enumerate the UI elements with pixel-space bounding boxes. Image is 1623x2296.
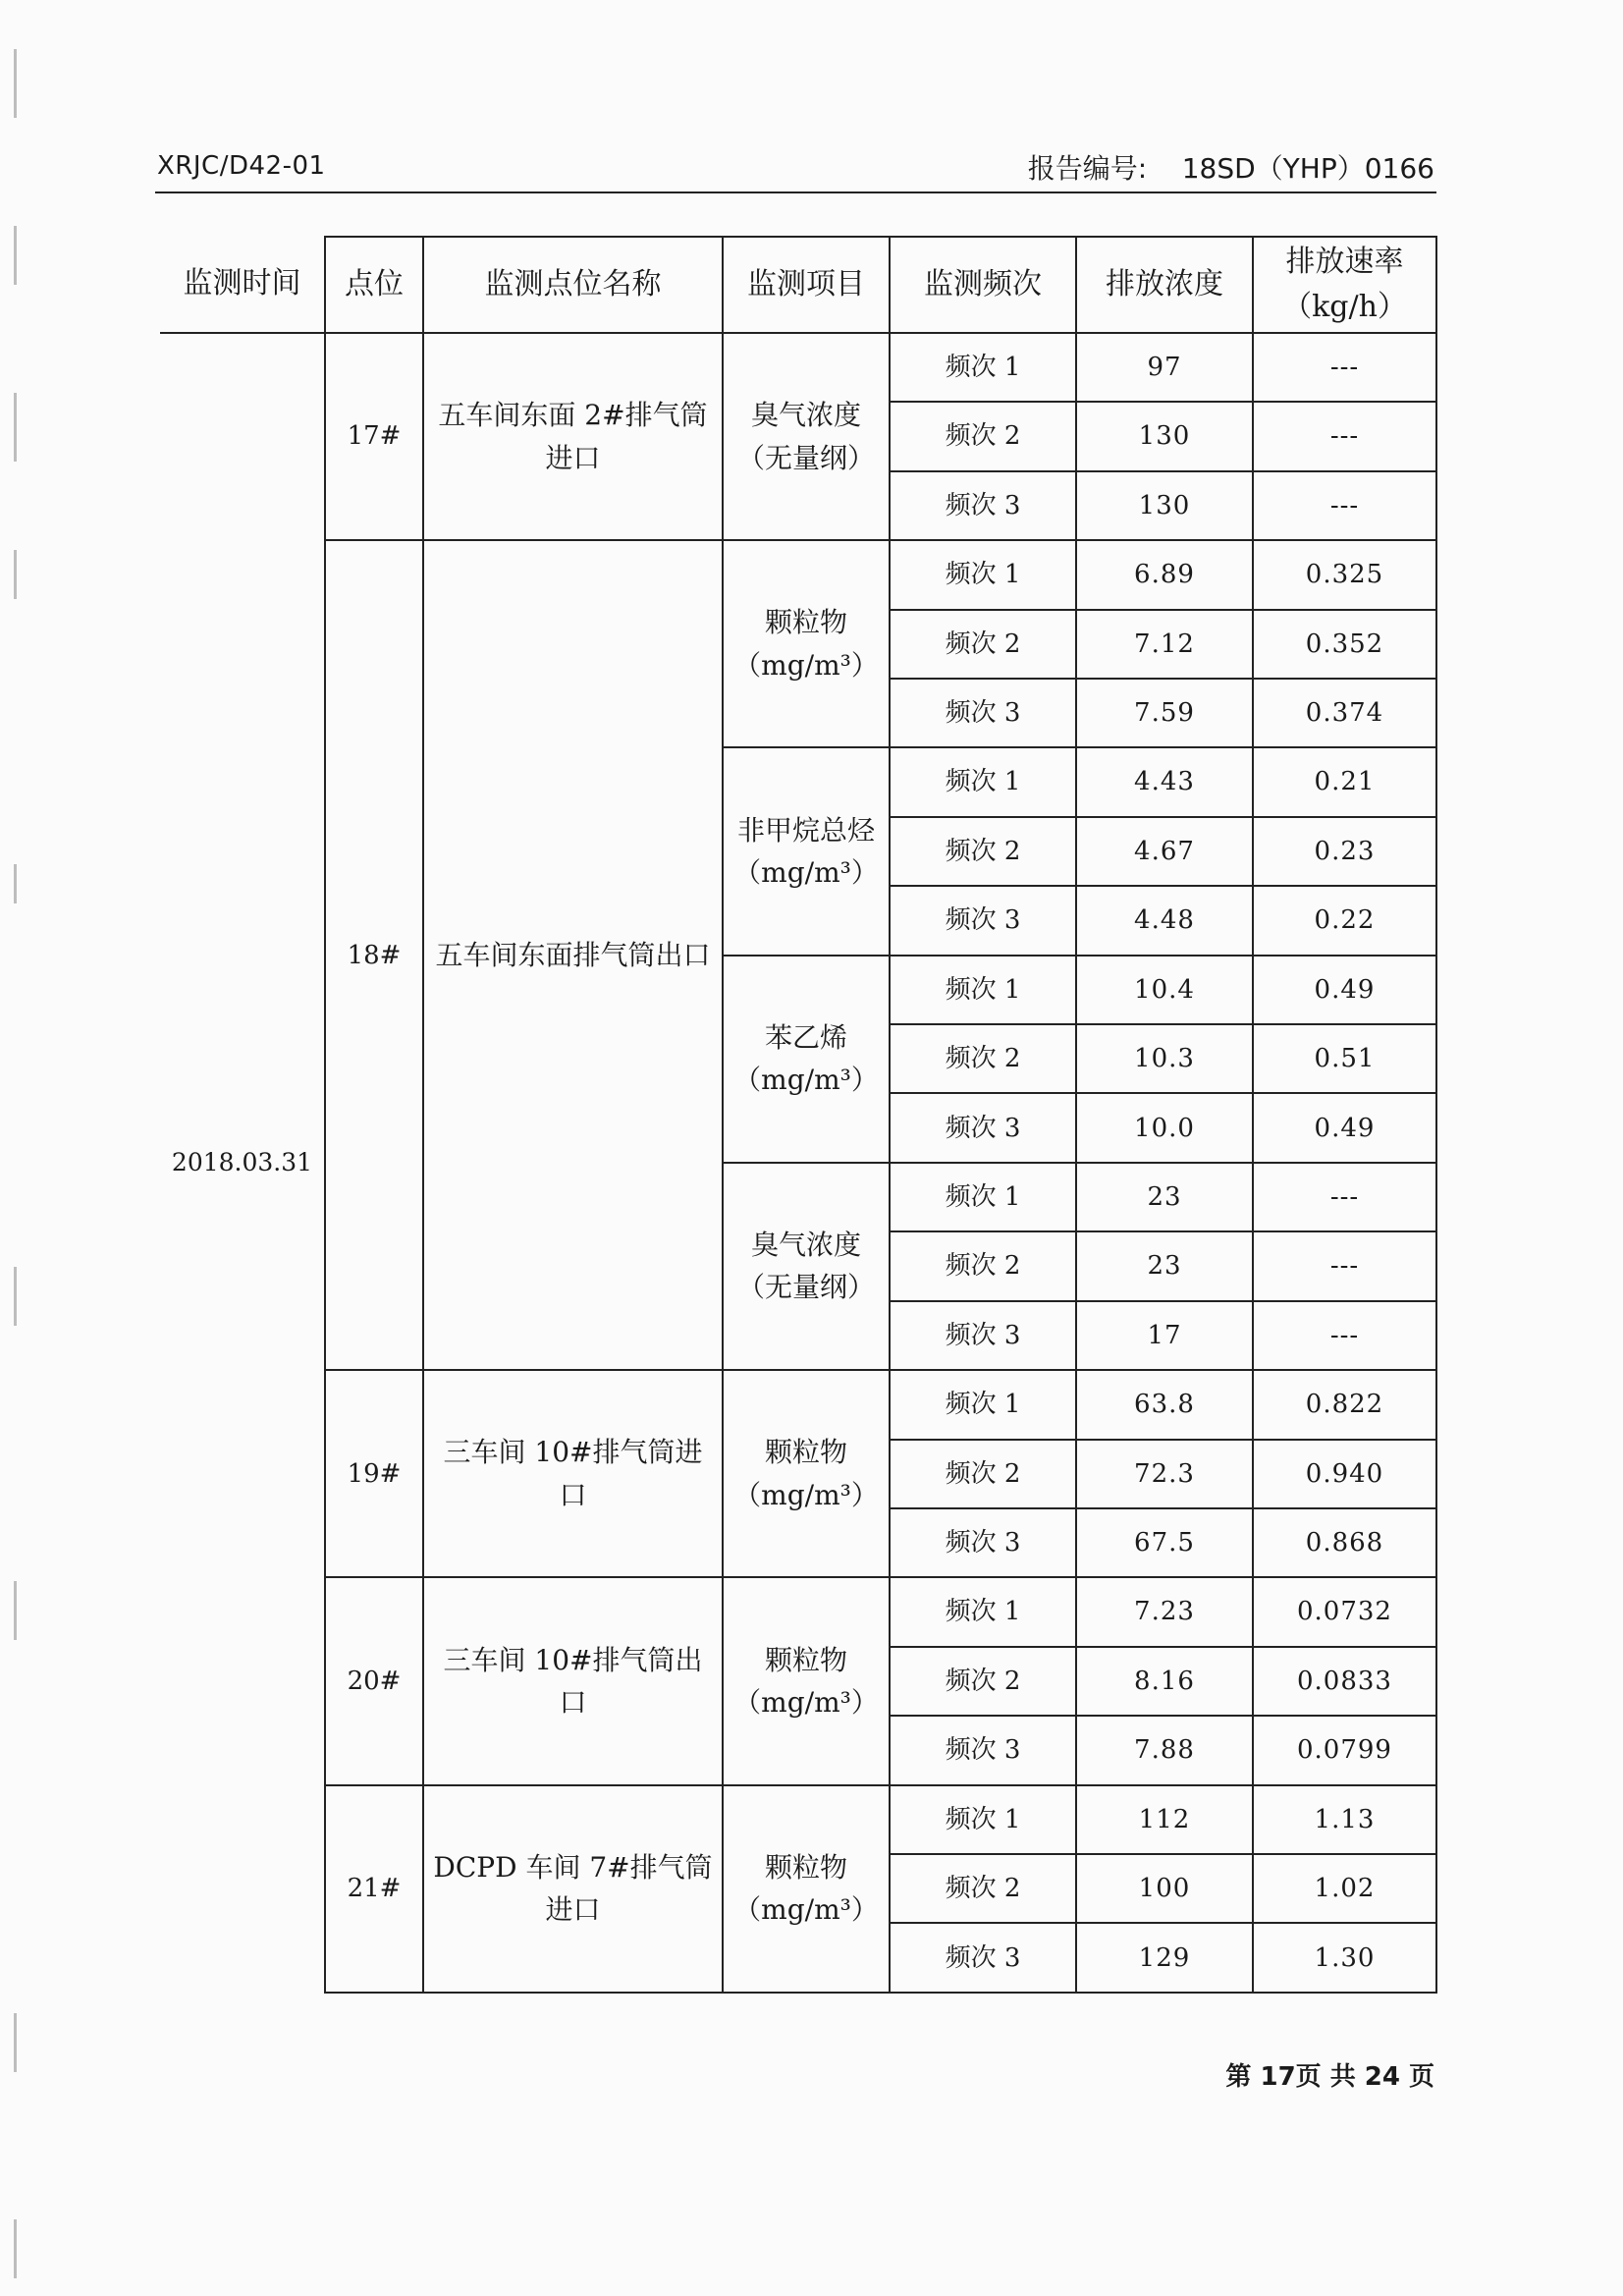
emission-rate: --- xyxy=(1253,471,1436,540)
point-id: 20# xyxy=(325,1577,423,1784)
column-header-point-name: 监测点位名称 xyxy=(423,237,723,333)
point-name: 五车间东面 2#排气筒进口 xyxy=(423,333,723,540)
emission-rate: 0.23 xyxy=(1253,817,1436,886)
point-name: DCPD 车间 7#排气筒进口 xyxy=(423,1785,723,1993)
concentration: 130 xyxy=(1076,471,1253,540)
page-number: 第 17页 共 24 页 xyxy=(1225,2062,1434,2092)
frequency: 频次 2 xyxy=(890,1024,1076,1093)
emission-rate: 0.21 xyxy=(1253,747,1436,816)
frequency: 频次 2 xyxy=(890,1647,1076,1716)
monitoring-item: 颗粒物 （mg/m³） xyxy=(723,1577,890,1784)
scan-margin-line xyxy=(14,49,17,118)
concentration: 4.48 xyxy=(1076,886,1253,955)
table-row xyxy=(160,1785,1436,1854)
column-header-item: 监测项目 xyxy=(723,237,890,333)
concentration: 10.3 xyxy=(1076,1024,1253,1093)
emission-rate: 0.51 xyxy=(1253,1024,1436,1093)
document-code: XRJC/D42-01 xyxy=(157,151,326,181)
scan-margin-line xyxy=(14,550,17,599)
frequency: 频次 2 xyxy=(890,1854,1076,1923)
frequency: 频次 3 xyxy=(890,1716,1076,1784)
frequency: 频次 1 xyxy=(890,747,1076,816)
scan-margin-line xyxy=(14,1267,17,1326)
table-row xyxy=(160,540,1436,609)
emission-rate: 0.868 xyxy=(1253,1508,1436,1577)
emission-rate: 1.30 xyxy=(1253,1923,1436,1993)
frequency: 频次 3 xyxy=(890,1923,1076,1993)
concentration: 97 xyxy=(1076,333,1253,402)
header-rule xyxy=(155,191,1436,193)
concentration: 6.89 xyxy=(1076,540,1253,609)
frequency: 频次 3 xyxy=(890,1093,1076,1162)
concentration: 4.43 xyxy=(1076,747,1253,816)
emission-rate: 0.822 xyxy=(1253,1370,1436,1439)
frequency: 频次 1 xyxy=(890,956,1076,1024)
point-name: 三车间 10#排气筒出口 xyxy=(423,1577,723,1784)
monitoring-item: 苯乙烯 （mg/m³） xyxy=(723,956,890,1163)
concentration: 10.0 xyxy=(1076,1093,1253,1162)
frequency: 频次 3 xyxy=(890,1301,1076,1370)
point-name: 五车间东面排气筒出口 xyxy=(423,540,723,1370)
emission-rate: 0.49 xyxy=(1253,1093,1436,1162)
point-id: 19# xyxy=(325,1370,423,1577)
frequency: 频次 1 xyxy=(890,333,1076,402)
emission-rate: --- xyxy=(1253,1163,1436,1231)
concentration: 7.88 xyxy=(1076,1716,1253,1784)
monitoring-item: 颗粒物 （mg/m³） xyxy=(723,1370,890,1577)
frequency: 频次 2 xyxy=(890,817,1076,886)
scan-margin-line xyxy=(14,864,17,903)
emission-rate: --- xyxy=(1253,402,1436,470)
concentration: 130 xyxy=(1076,402,1253,470)
concentration: 17 xyxy=(1076,1301,1253,1370)
concentration: 4.67 xyxy=(1076,817,1253,886)
scan-margin-line xyxy=(14,2013,17,2072)
concentration: 23 xyxy=(1076,1163,1253,1231)
point-id: 18# xyxy=(325,540,423,1370)
concentration: 7.59 xyxy=(1076,679,1253,747)
emission-rate: 0.0799 xyxy=(1253,1716,1436,1784)
concentration: 100 xyxy=(1076,1854,1253,1923)
scan-margin-line xyxy=(14,393,17,462)
table-row xyxy=(160,1370,1436,1439)
monitoring-item: 非甲烷总烃 （mg/m³） xyxy=(723,747,890,955)
monitoring-date: 2018.03.31 xyxy=(160,333,325,1993)
table-header-row xyxy=(160,237,1436,333)
frequency: 频次 1 xyxy=(890,1577,1076,1646)
concentration: 129 xyxy=(1076,1923,1253,1993)
column-header-time: 监测时间 xyxy=(160,237,325,333)
concentration: 7.23 xyxy=(1076,1577,1253,1646)
frequency: 频次 2 xyxy=(890,610,1076,679)
emission-rate: 1.13 xyxy=(1253,1785,1436,1854)
emission-rate: 0.0732 xyxy=(1253,1577,1436,1646)
frequency: 频次 3 xyxy=(890,679,1076,747)
column-header-point: 点位 xyxy=(325,237,423,333)
table-row xyxy=(160,333,1436,402)
scan-margin-line xyxy=(14,1581,17,1640)
frequency: 频次 1 xyxy=(890,1163,1076,1231)
emission-rate: 0.374 xyxy=(1253,679,1436,747)
report-number: 报告编号: 18SD（YHP）0166 xyxy=(1027,152,1434,185)
concentration: 8.16 xyxy=(1076,1647,1253,1716)
column-header-concentration: 排放浓度 xyxy=(1076,237,1253,333)
frequency: 频次 1 xyxy=(890,1370,1076,1439)
monitoring-results-table xyxy=(160,236,1437,1994)
frequency: 频次 2 xyxy=(890,1231,1076,1300)
frequency: 频次 2 xyxy=(890,402,1076,470)
emission-rate: 0.940 xyxy=(1253,1440,1436,1508)
emission-rate: 0.352 xyxy=(1253,610,1436,679)
point-name: 三车间 10#排气筒进口 xyxy=(423,1370,723,1577)
point-id: 17# xyxy=(325,333,423,540)
emission-rate: --- xyxy=(1253,1231,1436,1300)
frequency: 频次 2 xyxy=(890,1440,1076,1508)
monitoring-item: 颗粒物 （mg/m³） xyxy=(723,1785,890,1993)
concentration: 23 xyxy=(1076,1231,1253,1300)
frequency: 频次 1 xyxy=(890,1785,1076,1854)
emission-rate: --- xyxy=(1253,1301,1436,1370)
emission-rate: 0.22 xyxy=(1253,886,1436,955)
monitoring-item: 颗粒物 （mg/m³） xyxy=(723,540,890,747)
emission-rate: 0.325 xyxy=(1253,540,1436,609)
emission-rate: 0.49 xyxy=(1253,956,1436,1024)
emission-rate: 0.0833 xyxy=(1253,1647,1436,1716)
emission-rate: 1.02 xyxy=(1253,1854,1436,1923)
table-row xyxy=(160,1577,1436,1646)
concentration: 112 xyxy=(1076,1785,1253,1854)
concentration: 67.5 xyxy=(1076,1508,1253,1577)
scan-margin-line xyxy=(14,226,17,285)
monitoring-item: 臭气浓度 （无量纲） xyxy=(723,333,890,540)
column-header-frequency: 监测频次 xyxy=(890,237,1076,333)
point-id: 21# xyxy=(325,1785,423,1993)
frequency: 频次 3 xyxy=(890,1508,1076,1577)
concentration: 7.12 xyxy=(1076,610,1253,679)
frequency: 频次 3 xyxy=(890,471,1076,540)
frequency: 频次 3 xyxy=(890,886,1076,955)
scan-margin-line xyxy=(14,2219,17,2278)
emission-rate: --- xyxy=(1253,333,1436,402)
column-header-rate: 排放速率 （kg/h） xyxy=(1253,237,1436,333)
frequency: 频次 1 xyxy=(890,540,1076,609)
concentration: 10.4 xyxy=(1076,956,1253,1024)
concentration: 63.8 xyxy=(1076,1370,1253,1439)
concentration: 72.3 xyxy=(1076,1440,1253,1508)
monitoring-item: 臭气浓度 （无量纲） xyxy=(723,1163,890,1370)
